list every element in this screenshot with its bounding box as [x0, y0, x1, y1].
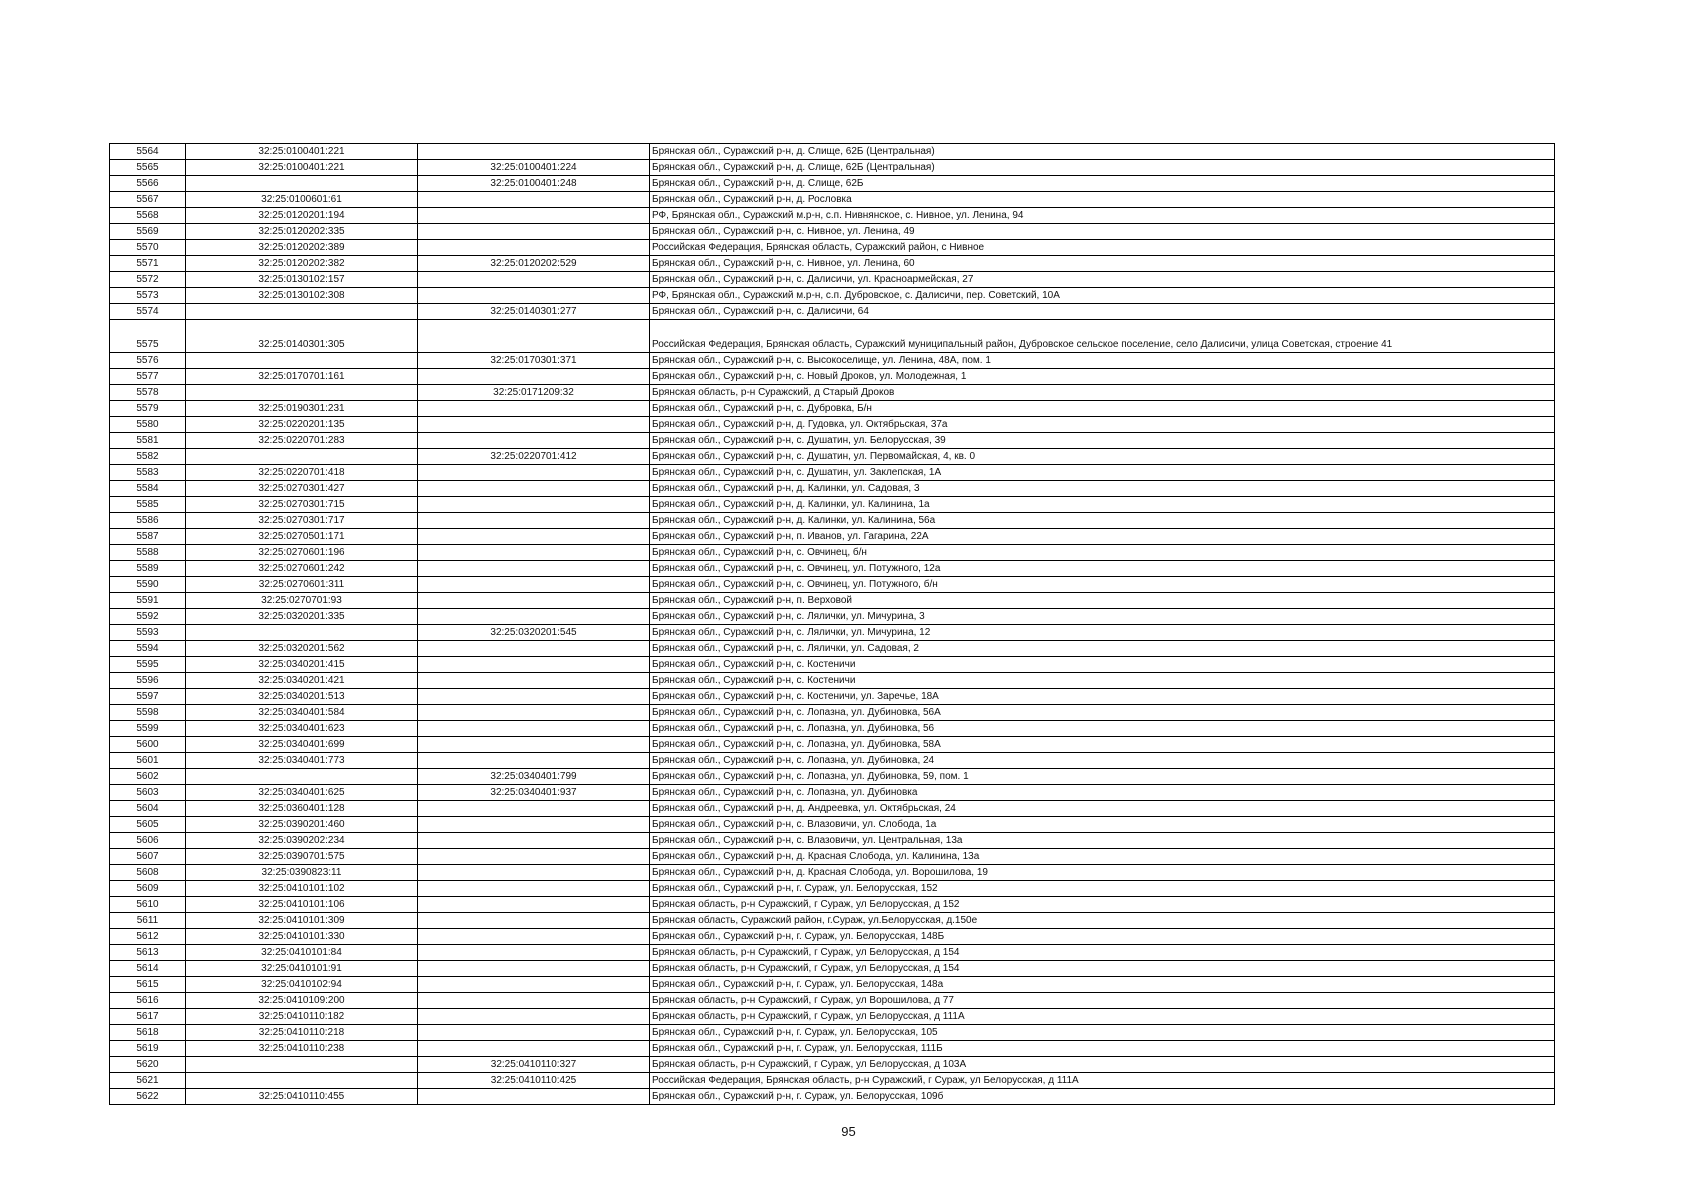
table-row: [110, 417, 1555, 433]
address-cell: Брянская обл., Суражский р-н, с. Овчинец, б/н: [650, 545, 1555, 561]
cadastral-number-cell: 32:25:0390201:460: [186, 817, 418, 833]
row-number-cell: 5598: [110, 705, 186, 721]
cadastral-number-cell: [186, 176, 418, 192]
table-row: [110, 224, 1555, 240]
secondary-cadastral-number-cell: 32:25:0100401:248: [418, 176, 650, 192]
secondary-cadastral-number-cell: [418, 897, 650, 913]
row-number-cell: 5596: [110, 673, 186, 689]
table-row: [110, 801, 1555, 817]
table-row: [110, 1009, 1555, 1025]
table-row: [110, 721, 1555, 737]
cadastral-number-cell: 32:25:0170701:161: [186, 369, 418, 385]
row-number-cell: 5616: [110, 993, 186, 1009]
table-row: [110, 881, 1555, 897]
address-cell: Брянская обл., Суражский р-н, д. Калинки, ул. Калинина, 1а: [650, 497, 1555, 513]
cadastral-number-cell: 32:25:0410102:94: [186, 977, 418, 993]
address-cell: Брянская обл., Суражский р-н, с. Нивное, ул. Ленина, 49: [650, 224, 1555, 240]
secondary-cadastral-number-cell: 32:25:0410110:425: [418, 1073, 650, 1089]
secondary-cadastral-number-cell: [418, 1009, 650, 1025]
secondary-cadastral-number-cell: [418, 673, 650, 689]
address-cell: Российская Федерация, Брянская область, Суражский муниципальный район, Дубровское сельское поселение, село Далисичи, улица Советская, строение 41: [650, 320, 1555, 353]
row-number-cell: 5614: [110, 961, 186, 977]
cadastral-number-cell: 32:25:0410110:238: [186, 1041, 418, 1057]
table-row: [110, 993, 1555, 1009]
row-number-cell: 5606: [110, 833, 186, 849]
row-number-cell: 5575: [110, 320, 186, 353]
secondary-cadastral-number-cell: [418, 529, 650, 545]
address-cell: Брянская обл., Суражский р-н, п. Верховой: [650, 593, 1555, 609]
row-number-cell: 5574: [110, 304, 186, 320]
row-number-cell: 5609: [110, 881, 186, 897]
cadastral-number-cell: [186, 449, 418, 465]
secondary-cadastral-number-cell: [418, 561, 650, 577]
cadastral-number-cell: 32:25:0140301:305: [186, 320, 418, 353]
cadastral-number-cell: 32:25:0220701:418: [186, 465, 418, 481]
row-number-cell: 5607: [110, 849, 186, 865]
row-number-cell: 5595: [110, 657, 186, 673]
table-row: [110, 192, 1555, 208]
secondary-cadastral-number-cell: [418, 465, 650, 481]
row-number-cell: 5581: [110, 433, 186, 449]
table-row: [110, 449, 1555, 465]
row-number-cell: 5604: [110, 801, 186, 817]
registry-table: [109, 143, 1555, 1105]
cadastral-number-cell: 32:25:0270301:715: [186, 497, 418, 513]
table-row: [110, 945, 1555, 961]
address-cell: Брянская область, р-н Суражский, г Сураж, ул Белорусская, д 152: [650, 897, 1555, 913]
address-cell: Брянская область, р-н Суражский, г Сураж, ул Белорусская, д 103А: [650, 1057, 1555, 1073]
row-number-cell: 5571: [110, 256, 186, 272]
table-row: [110, 401, 1555, 417]
table-row: [110, 497, 1555, 513]
row-number-cell: 5611: [110, 913, 186, 929]
row-number-cell: 5568: [110, 208, 186, 224]
secondary-cadastral-number-cell: [418, 689, 650, 705]
secondary-cadastral-number-cell: [418, 513, 650, 529]
table-row: [110, 1073, 1555, 1089]
table-row: [110, 1089, 1555, 1105]
secondary-cadastral-number-cell: 32:25:0170301:371: [418, 353, 650, 369]
table-row: [110, 913, 1555, 929]
secondary-cadastral-number-cell: [418, 705, 650, 721]
row-number-cell: 5594: [110, 641, 186, 657]
secondary-cadastral-number-cell: [418, 208, 650, 224]
cadastral-number-cell: 32:25:0410101:106: [186, 897, 418, 913]
cadastral-number-cell: 32:25:0100401:221: [186, 144, 418, 160]
row-number-cell: 5597: [110, 689, 186, 705]
table-row: [110, 465, 1555, 481]
table-row: [110, 817, 1555, 833]
secondary-cadastral-number-cell: [418, 801, 650, 817]
secondary-cadastral-number-cell: [418, 993, 650, 1009]
cadastral-number-cell: 32:25:0410110:182: [186, 1009, 418, 1025]
address-cell: Брянская обл., Суражский р-н, с. Лопазна, ул. Дубиновка, 56: [650, 721, 1555, 737]
table-row: [110, 561, 1555, 577]
row-number-cell: 5580: [110, 417, 186, 433]
address-cell: Брянская обл., Суражский р-н, д. Рословка: [650, 192, 1555, 208]
address-cell: Брянская область, р-н Суражский, г Сураж, ул Белорусская, д 154: [650, 945, 1555, 961]
row-number-cell: 5593: [110, 625, 186, 641]
address-cell: РФ, Брянская обл., Суражский м.р-н, с.п. Дубровское, с. Далисичи, пер. Советский, 10А: [650, 288, 1555, 304]
table-row: [110, 577, 1555, 593]
row-number-cell: 5570: [110, 240, 186, 256]
row-number-cell: 5620: [110, 1057, 186, 1073]
secondary-cadastral-number-cell: [418, 657, 650, 673]
secondary-cadastral-number-cell: [418, 865, 650, 881]
address-cell: Брянская обл., Суражский р-н, с. Лялички, ул. Мичурина, 12: [650, 625, 1555, 641]
address-cell: Брянская обл., Суражский р-н, с. Костеничи: [650, 673, 1555, 689]
row-number-cell: 5565: [110, 160, 186, 176]
cadastral-number-cell: 32:25:0270601:242: [186, 561, 418, 577]
cadastral-number-cell: 32:25:0270701:93: [186, 593, 418, 609]
address-cell: РФ, Брянская обл., Суражский м.р-н, с.п. Нивнянское, с. Нивное, ул. Ленина, 94: [650, 208, 1555, 224]
secondary-cadastral-number-cell: 32:25:0100401:224: [418, 160, 650, 176]
cadastral-number-cell: [186, 769, 418, 785]
secondary-cadastral-number-cell: 32:25:0340401:799: [418, 769, 650, 785]
cadastral-number-cell: 32:25:0340201:513: [186, 689, 418, 705]
cadastral-number-cell: 32:25:0270501:171: [186, 529, 418, 545]
row-number-cell: 5613: [110, 945, 186, 961]
secondary-cadastral-number-cell: [418, 369, 650, 385]
secondary-cadastral-number-cell: [418, 849, 650, 865]
row-number-cell: 5576: [110, 353, 186, 369]
cadastral-number-cell: [186, 353, 418, 369]
secondary-cadastral-number-cell: [418, 929, 650, 945]
cadastral-number-cell: 32:25:0410109:200: [186, 993, 418, 1009]
secondary-cadastral-number-cell: [418, 401, 650, 417]
table-row: [110, 833, 1555, 849]
row-number-cell: 5588: [110, 545, 186, 561]
secondary-cadastral-number-cell: [418, 593, 650, 609]
cadastral-number-cell: 32:25:0340401:773: [186, 753, 418, 769]
secondary-cadastral-number-cell: 32:25:0320201:545: [418, 625, 650, 641]
cadastral-number-cell: 32:25:0120202:389: [186, 240, 418, 256]
address-cell: Брянская обл., Суражский р-н, д. Слище, 62Б (Центральная): [650, 144, 1555, 160]
cadastral-number-cell: 32:25:0130102:308: [186, 288, 418, 304]
table-row: [110, 609, 1555, 625]
address-cell: Брянская обл., Суражский р-н, с. Далисичи, ул. Красноармейская, 27: [650, 272, 1555, 288]
table-row: [110, 240, 1555, 256]
address-cell: Брянская область, р-н Суражский, г Сураж, ул Ворошилова, д 77: [650, 993, 1555, 1009]
table-row: [110, 144, 1555, 160]
cadastral-number-cell: 32:25:0390823:11: [186, 865, 418, 881]
cadastral-number-cell: 32:25:0320201:335: [186, 609, 418, 625]
table-row: [110, 272, 1555, 288]
address-cell: Российская Федерация, Брянская область, р-н Суражский, г Сураж, ул Белорусская, д 111А: [650, 1073, 1555, 1089]
cadastral-number-cell: 32:25:0320201:562: [186, 641, 418, 657]
cadastral-number-cell: 32:25:0270301:427: [186, 481, 418, 497]
table-row: [110, 961, 1555, 977]
address-cell: Брянская обл., Суражский р-н, с. Дубровка, Б/н: [650, 401, 1555, 417]
table-row: [110, 849, 1555, 865]
table-row: [110, 256, 1555, 272]
address-cell: Брянская обл., Суражский р-н, с. Лопазна, ул. Дубиновка: [650, 785, 1555, 801]
address-cell: Брянская обл., Суражский р-н, с. Душатин, ул. Первомайская, 4, кв. 0: [650, 449, 1555, 465]
secondary-cadastral-number-cell: [418, 577, 650, 593]
secondary-cadastral-number-cell: [418, 913, 650, 929]
secondary-cadastral-number-cell: 32:25:0120202:529: [418, 256, 650, 272]
row-number-cell: 5564: [110, 144, 186, 160]
cadastral-number-cell: [186, 1073, 418, 1089]
row-number-cell: 5612: [110, 929, 186, 945]
address-cell: Брянская обл., Суражский р-н, г. Сураж, ул. Белорусская, 148а: [650, 977, 1555, 993]
secondary-cadastral-number-cell: [418, 192, 650, 208]
secondary-cadastral-number-cell: 32:25:0340401:937: [418, 785, 650, 801]
table-row: [110, 897, 1555, 913]
address-cell: Брянская обл., Суражский р-н, г. Сураж, ул. Белорусская, 109б: [650, 1089, 1555, 1105]
row-number-cell: 5584: [110, 481, 186, 497]
address-cell: Брянская обл., Суражский р-н, с. Костеничи: [650, 657, 1555, 673]
secondary-cadastral-number-cell: [418, 320, 650, 353]
secondary-cadastral-number-cell: [418, 288, 650, 304]
row-number-cell: 5591: [110, 593, 186, 609]
row-number-cell: 5617: [110, 1009, 186, 1025]
registry-table-body: [110, 144, 1555, 1105]
cadastral-number-cell: 32:25:0220201:135: [186, 417, 418, 433]
secondary-cadastral-number-cell: [418, 545, 650, 561]
secondary-cadastral-number-cell: [418, 881, 650, 897]
row-number-cell: 5566: [110, 176, 186, 192]
address-cell: Брянская обл., Суражский р-н, д. Слище, 62Б (Центральная): [650, 160, 1555, 176]
row-number-cell: 5605: [110, 817, 186, 833]
address-cell: Брянская обл., Суражский р-н, п. Иванов, ул. Гагарина, 22А: [650, 529, 1555, 545]
table-row: [110, 513, 1555, 529]
table-row: [110, 929, 1555, 945]
cadastral-number-cell: 32:25:0120202:335: [186, 224, 418, 240]
row-number-cell: 5608: [110, 865, 186, 881]
row-number-cell: 5572: [110, 272, 186, 288]
secondary-cadastral-number-cell: [418, 641, 650, 657]
table-row: [110, 977, 1555, 993]
address-cell: Брянская обл., Суражский р-н, с. Душатин, ул. Заклепская, 1А: [650, 465, 1555, 481]
secondary-cadastral-number-cell: 32:25:0220701:412: [418, 449, 650, 465]
address-cell: Брянская обл., Суражский р-н, д. Калинки, ул. Калинина, 56а: [650, 513, 1555, 529]
secondary-cadastral-number-cell: [418, 737, 650, 753]
cadastral-number-cell: 32:25:0360401:128: [186, 801, 418, 817]
address-cell: Брянская обл., Суражский р-н, г. Сураж, ул. Белорусская, 111Б: [650, 1041, 1555, 1057]
cadastral-number-cell: 32:25:0340401:625: [186, 785, 418, 801]
row-number-cell: 5585: [110, 497, 186, 513]
cadastral-number-cell: [186, 625, 418, 641]
secondary-cadastral-number-cell: [418, 753, 650, 769]
table-row: [110, 320, 1555, 353]
row-number-cell: 5587: [110, 529, 186, 545]
table-row: [110, 865, 1555, 881]
address-cell: Брянская обл., Суражский р-н, д. Красная Слобода, ул. Ворошилова, 19: [650, 865, 1555, 881]
row-number-cell: 5618: [110, 1025, 186, 1041]
address-cell: Брянская область, р-н Суражский, г Сураж, ул Белорусская, д 111А: [650, 1009, 1555, 1025]
address-cell: Брянская обл., Суражский р-н, с. Нивное, ул. Ленина, 60: [650, 256, 1555, 272]
table-row: [110, 385, 1555, 401]
address-cell: Брянская обл., Суражский р-н, г. Сураж, ул. Белорусская, 148Б: [650, 929, 1555, 945]
row-number-cell: 5577: [110, 369, 186, 385]
table-row: [110, 705, 1555, 721]
table-row: [110, 1057, 1555, 1073]
cadastral-number-cell: 32:25:0410110:218: [186, 1025, 418, 1041]
table-row: [110, 641, 1555, 657]
cadastral-number-cell: 32:25:0340201:421: [186, 673, 418, 689]
secondary-cadastral-number-cell: [418, 240, 650, 256]
address-cell: Брянская обл., Суражский р-н, с. Овчинец, ул. Потужного, 12а: [650, 561, 1555, 577]
address-cell: Брянская обл., Суражский р-н, г. Сураж, ул. Белорусская, 152: [650, 881, 1555, 897]
cadastral-number-cell: 32:25:0100401:221: [186, 160, 418, 176]
cadastral-number-cell: 32:25:0100601:61: [186, 192, 418, 208]
table-row: [110, 673, 1555, 689]
address-cell: Брянская обл., Суражский р-н, д. Гудовка, ул. Октябрьская, 37а: [650, 417, 1555, 433]
row-number-cell: 5578: [110, 385, 186, 401]
row-number-cell: 5621: [110, 1073, 186, 1089]
row-number-cell: 5603: [110, 785, 186, 801]
row-number-cell: 5569: [110, 224, 186, 240]
cadastral-number-cell: 32:25:0270601:311: [186, 577, 418, 593]
row-number-cell: 5583: [110, 465, 186, 481]
table-row: [110, 1041, 1555, 1057]
row-number-cell: 5573: [110, 288, 186, 304]
row-number-cell: 5600: [110, 737, 186, 753]
row-number-cell: 5602: [110, 769, 186, 785]
cadastral-number-cell: 32:25:0270301:717: [186, 513, 418, 529]
address-cell: Брянская обл., Суражский р-н, с. Костеничи, ул. Заречье, 18А: [650, 689, 1555, 705]
secondary-cadastral-number-cell: [418, 721, 650, 737]
cadastral-number-cell: 32:25:0390701:575: [186, 849, 418, 865]
cadastral-number-cell: 32:25:0340401:584: [186, 705, 418, 721]
table-row: [110, 1025, 1555, 1041]
secondary-cadastral-number-cell: [418, 481, 650, 497]
secondary-cadastral-number-cell: [418, 961, 650, 977]
table-row: [110, 753, 1555, 769]
secondary-cadastral-number-cell: [418, 833, 650, 849]
cadastral-number-cell: 32:25:0410101:309: [186, 913, 418, 929]
row-number-cell: 5599: [110, 721, 186, 737]
secondary-cadastral-number-cell: [418, 417, 650, 433]
table-row: [110, 176, 1555, 192]
address-cell: Брянская обл., Суражский р-н, с. Овчинец, ул. Потужного, б/н: [650, 577, 1555, 593]
address-cell: Брянская обл., Суражский р-н, с. Высокоселище, ул. Ленина, 48А, пом. 1: [650, 353, 1555, 369]
address-cell: Брянская обл., Суражский р-н, с. Новый Дроков, ул. Молодежная, 1: [650, 369, 1555, 385]
address-cell: Брянская обл., Суражский р-н, г. Сураж, ул. Белорусская, 105: [650, 1025, 1555, 1041]
cadastral-number-cell: 32:25:0120201:194: [186, 208, 418, 224]
table-row: [110, 353, 1555, 369]
secondary-cadastral-number-cell: [418, 977, 650, 993]
secondary-cadastral-number-cell: [418, 272, 650, 288]
row-number-cell: 5622: [110, 1089, 186, 1105]
secondary-cadastral-number-cell: 32:25:0140301:277: [418, 304, 650, 320]
row-number-cell: 5582: [110, 449, 186, 465]
address-cell: Брянская обл., Суражский р-н, д. Андреевка, ул. Октябрьская, 24: [650, 801, 1555, 817]
cadastral-number-cell: 32:25:0120202:382: [186, 256, 418, 272]
row-number-cell: 5579: [110, 401, 186, 417]
cadastral-number-cell: 32:25:0410101:330: [186, 929, 418, 945]
row-number-cell: 5590: [110, 577, 186, 593]
address-cell: Брянская область, р-н Суражский, д Старый Дроков: [650, 385, 1555, 401]
cadastral-number-cell: 32:25:0410101:91: [186, 961, 418, 977]
table-row: [110, 625, 1555, 641]
address-cell: Брянская обл., Суражский р-н, с. Лопазна, ул. Дубиновка, 24: [650, 753, 1555, 769]
cadastral-number-cell: [186, 304, 418, 320]
cadastral-number-cell: 32:25:0410110:455: [186, 1089, 418, 1105]
address-cell: Брянская обл., Суражский р-н, с. Лопазна, ул. Дубиновка, 56А: [650, 705, 1555, 721]
address-cell: Брянская обл., Суражский р-н, д. Слище, 62Б: [650, 176, 1555, 192]
table-row: [110, 593, 1555, 609]
row-number-cell: 5615: [110, 977, 186, 993]
secondary-cadastral-number-cell: [418, 945, 650, 961]
table-row: [110, 208, 1555, 224]
cadastral-number-cell: 32:25:0390202:234: [186, 833, 418, 849]
cadastral-number-cell: [186, 1057, 418, 1073]
table-row: [110, 689, 1555, 705]
table-row: [110, 657, 1555, 673]
table-row: [110, 433, 1555, 449]
address-cell: Брянская обл., Суражский р-н, с. Душатин, ул. Белорусская, 39: [650, 433, 1555, 449]
cadastral-number-cell: 32:25:0340401:699: [186, 737, 418, 753]
table-row: [110, 545, 1555, 561]
row-number-cell: 5592: [110, 609, 186, 625]
cadastral-number-cell: 32:25:0190301:231: [186, 401, 418, 417]
row-number-cell: 5610: [110, 897, 186, 913]
page-number: 95: [841, 1124, 856, 1139]
secondary-cadastral-number-cell: [418, 497, 650, 513]
address-cell: Брянская область, р-н Суражский, г Сураж, ул Белорусская, д 154: [650, 961, 1555, 977]
address-cell: Брянская обл., Суражский р-н, с. Лялички, ул. Мичурина, 3: [650, 609, 1555, 625]
cadastral-number-cell: 32:25:0340401:623: [186, 721, 418, 737]
address-cell: Брянская обл., Суражский р-н, с. Влазовичи, ул. Центральная, 13а: [650, 833, 1555, 849]
cadastral-number-cell: 32:25:0130102:157: [186, 272, 418, 288]
secondary-cadastral-number-cell: [418, 817, 650, 833]
table-row: [110, 369, 1555, 385]
cadastral-number-cell: [186, 385, 418, 401]
cadastral-number-cell: 32:25:0340201:415: [186, 657, 418, 673]
secondary-cadastral-number-cell: 32:25:0410110:327: [418, 1057, 650, 1073]
secondary-cadastral-number-cell: [418, 433, 650, 449]
cadastral-number-cell: 32:25:0410101:84: [186, 945, 418, 961]
secondary-cadastral-number-cell: [418, 144, 650, 160]
table-row: [110, 785, 1555, 801]
row-number-cell: 5589: [110, 561, 186, 577]
address-cell: Брянская обл., Суражский р-н, с. Лопазна, ул. Дубиновка, 58А: [650, 737, 1555, 753]
address-cell: Брянская обл., Суражский р-н, с. Далисичи, 64: [650, 304, 1555, 320]
table-row: [110, 304, 1555, 320]
address-cell: Брянская обл., Суражский р-н, с. Влазовичи, ул. Слобода, 1а: [650, 817, 1555, 833]
secondary-cadastral-number-cell: [418, 224, 650, 240]
address-cell: Брянская обл., Суражский р-н, д. Красная Слобода, ул. Калинина, 13а: [650, 849, 1555, 865]
secondary-cadastral-number-cell: [418, 1041, 650, 1057]
address-cell: Брянская обл., Суражский р-н, с. Лопазна, ул. Дубиновка, 59, пом. 1: [650, 769, 1555, 785]
row-number-cell: 5567: [110, 192, 186, 208]
table-row: [110, 160, 1555, 176]
cadastral-number-cell: 32:25:0270601:196: [186, 545, 418, 561]
table-row: [110, 737, 1555, 753]
secondary-cadastral-number-cell: [418, 1025, 650, 1041]
row-number-cell: 5601: [110, 753, 186, 769]
cadastral-number-cell: 32:25:0410101:102: [186, 881, 418, 897]
table-row: [110, 481, 1555, 497]
row-number-cell: 5586: [110, 513, 186, 529]
address-cell: Брянская обл., Суражский р-н, с. Лялички, ул. Садовая, 2: [650, 641, 1555, 657]
cadastral-number-cell: 32:25:0220701:283: [186, 433, 418, 449]
address-cell: Брянская обл., Суражский р-н, д. Калинки, ул. Садовая, 3: [650, 481, 1555, 497]
address-cell: Брянская область, Суражский район, г.Сураж, ул.Белорусская, д.150е: [650, 913, 1555, 929]
address-cell: Российская Федерация, Брянская область, Суражский район, с Нивное: [650, 240, 1555, 256]
table-row: [110, 529, 1555, 545]
row-number-cell: 5619: [110, 1041, 186, 1057]
table-row: [110, 288, 1555, 304]
secondary-cadastral-number-cell: [418, 609, 650, 625]
table-row: [110, 769, 1555, 785]
secondary-cadastral-number-cell: 32:25:0171209:32: [418, 385, 650, 401]
secondary-cadastral-number-cell: [418, 1089, 650, 1105]
